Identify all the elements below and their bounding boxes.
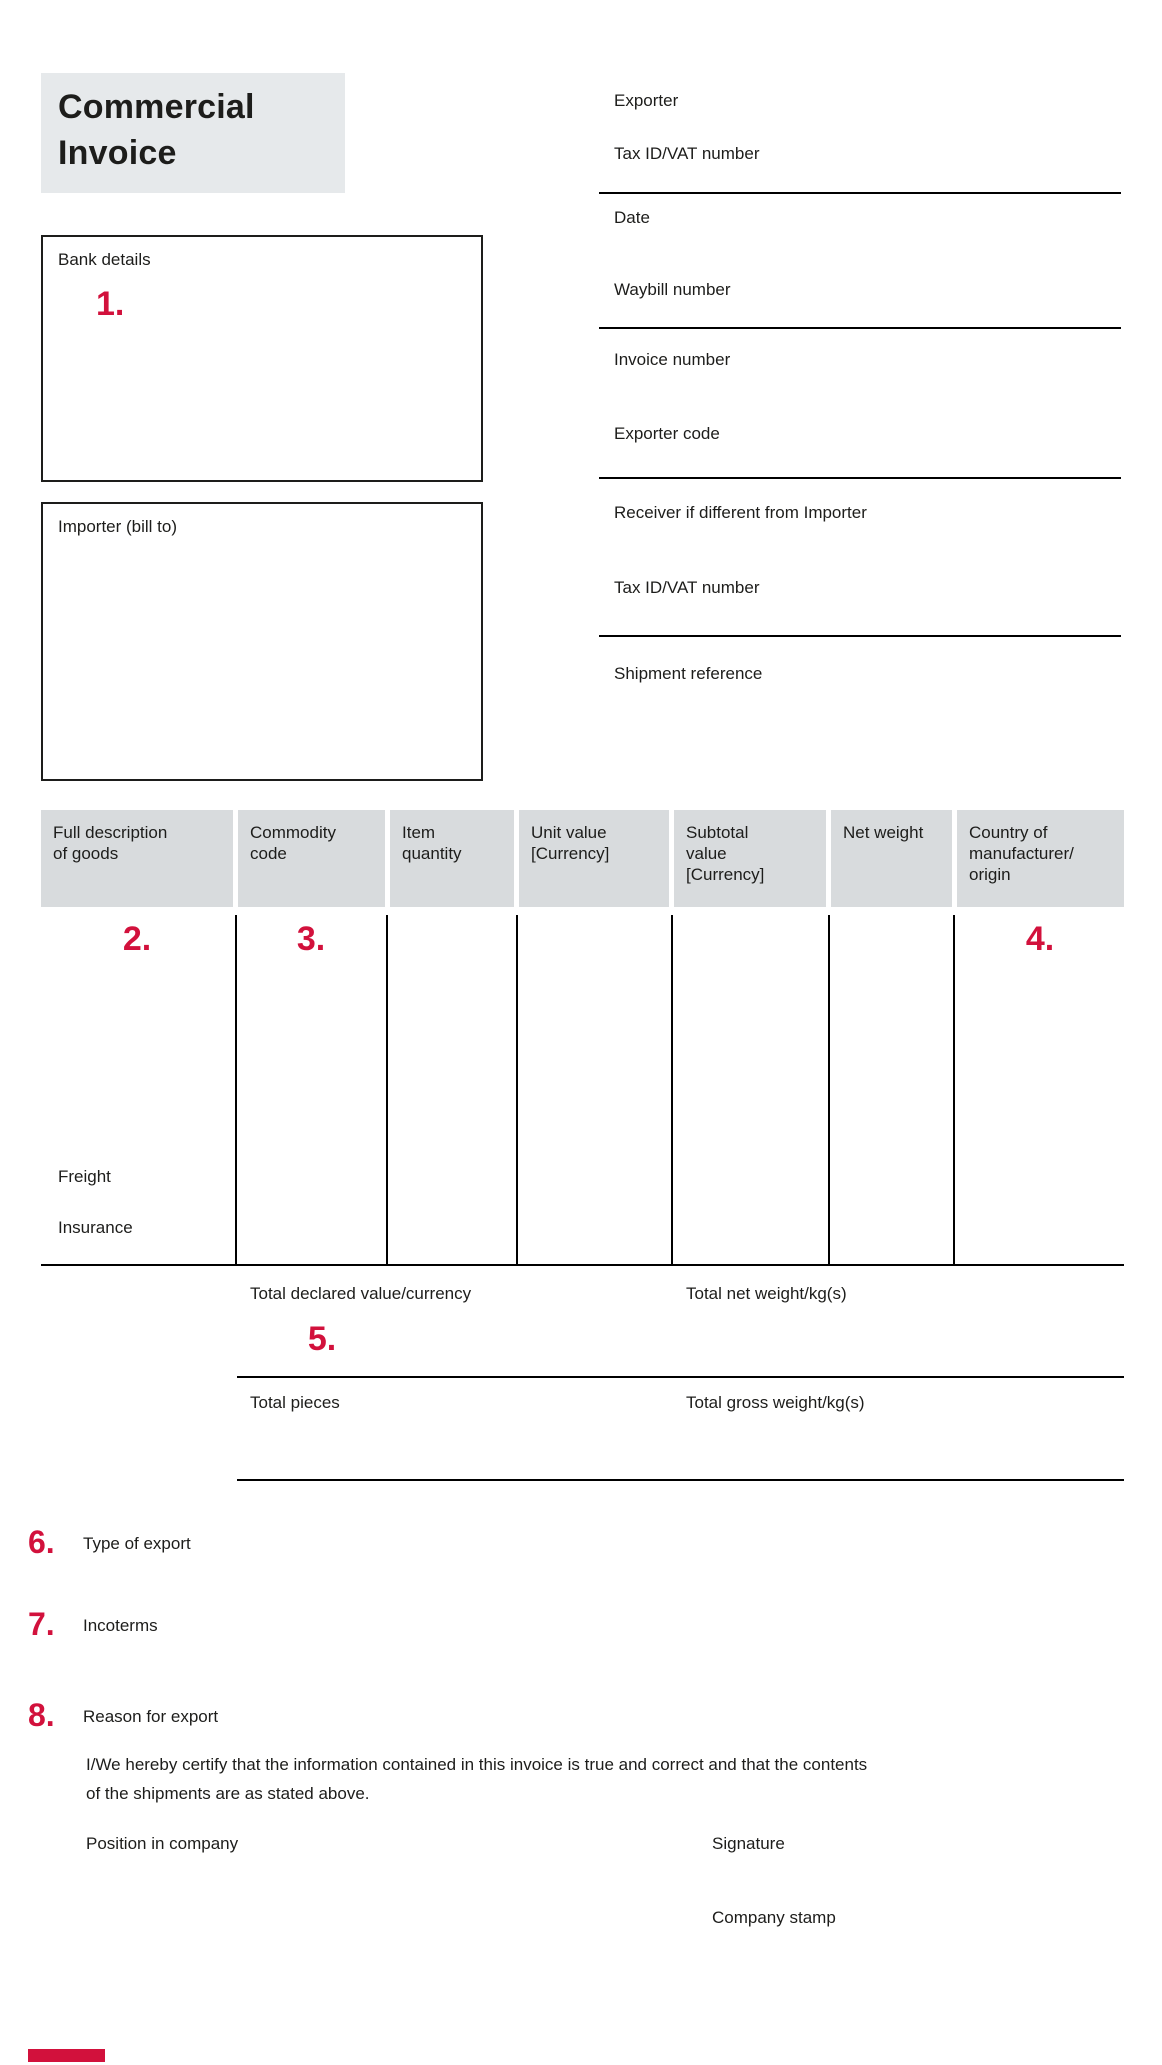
- marker-2: 2.: [122, 920, 152, 958]
- item-reason-for-export: Reason for export: [83, 1707, 219, 1726]
- field-exporter-code: Exporter code: [614, 424, 720, 443]
- table-column-divider: [671, 915, 673, 1265]
- certification-statement: I/We hereby certify that the information contained in this invoice is true and correct and that the contents of the shipments are as stated above.: [86, 1755, 868, 1803]
- signature-label: Signature: [712, 1834, 785, 1853]
- table-column-divider: [953, 915, 955, 1265]
- field-waybill-number: Waybill number: [614, 280, 731, 299]
- field-tax-id-receiver: Tax ID/VAT number: [614, 578, 760, 597]
- field-date: Date: [614, 208, 650, 227]
- item-type-of-export: Type of export: [83, 1534, 191, 1553]
- total-net-weight-label: Total net weight/kg(s): [686, 1284, 847, 1303]
- col-header-commodity-code: Commodity code: [238, 810, 385, 907]
- marker-8: 8.: [28, 1697, 55, 1733]
- col-header-country-of-origin: Country of manufacturer/ origin: [957, 810, 1124, 907]
- rule-after-receiver-tax-id: [599, 635, 1121, 637]
- bank-details-box: [41, 235, 483, 482]
- page-title-line2: Invoice: [58, 134, 177, 172]
- document-title-block: [41, 73, 345, 193]
- table-column-divider: [828, 915, 830, 1265]
- col-header-subtotal-value: Subtotal value [Currency]: [674, 810, 826, 907]
- item-incoterms: Incoterms: [83, 1616, 158, 1635]
- total-gross-weight-label: Total gross weight/kg(s): [686, 1393, 865, 1412]
- table-bottom-rule: [41, 1264, 1124, 1266]
- field-exporter: Exporter: [614, 91, 679, 110]
- col-header-unit-value: Unit value [Currency]: [519, 810, 669, 907]
- marker-4: 4.: [1025, 920, 1055, 958]
- marker-7: 7.: [28, 1606, 55, 1642]
- field-tax-id-exporter: Tax ID/VAT number: [614, 144, 760, 163]
- totals-divider-rule: [237, 1376, 1124, 1378]
- total-declared-value-label: Total declared value/currency: [250, 1284, 472, 1303]
- col-header-item-quantity: Item quantity: [390, 810, 514, 907]
- rule-after-exporter-code: [599, 477, 1121, 479]
- importer-label: Importer (bill to): [58, 517, 178, 536]
- rule-after-waybill: [599, 327, 1121, 329]
- position-in-company-label: Position in company: [86, 1834, 239, 1853]
- field-shipment-reference: Shipment reference: [614, 664, 763, 683]
- page-title-line1: Commercial: [58, 88, 255, 126]
- table-column-divider: [235, 915, 237, 1265]
- table-column-divider: [386, 915, 388, 1265]
- field-receiver: Receiver if different from Importer: [614, 503, 867, 522]
- bank-details-label: Bank details: [58, 250, 151, 269]
- marker-5: 5.: [307, 1320, 337, 1358]
- marker-3: 3.: [296, 920, 326, 958]
- row-label-insurance: Insurance: [58, 1218, 133, 1237]
- importer-box: [41, 502, 483, 781]
- col-header-net-weight: Net weight: [831, 810, 952, 907]
- rule-after-tax-id: [599, 192, 1121, 194]
- row-label-freight: Freight: [58, 1167, 111, 1186]
- company-stamp-label: Company stamp: [712, 1908, 836, 1927]
- col-header-description: Full description of goods: [41, 810, 233, 907]
- table-column-divider: [516, 915, 518, 1265]
- total-pieces-label: Total pieces: [250, 1393, 340, 1412]
- field-invoice-number: Invoice number: [614, 350, 731, 369]
- footer-red-bar: [28, 2049, 105, 2062]
- totals-bottom-rule: [237, 1479, 1124, 1481]
- marker-1: 1.: [96, 285, 125, 323]
- marker-6: 6.: [28, 1524, 55, 1560]
